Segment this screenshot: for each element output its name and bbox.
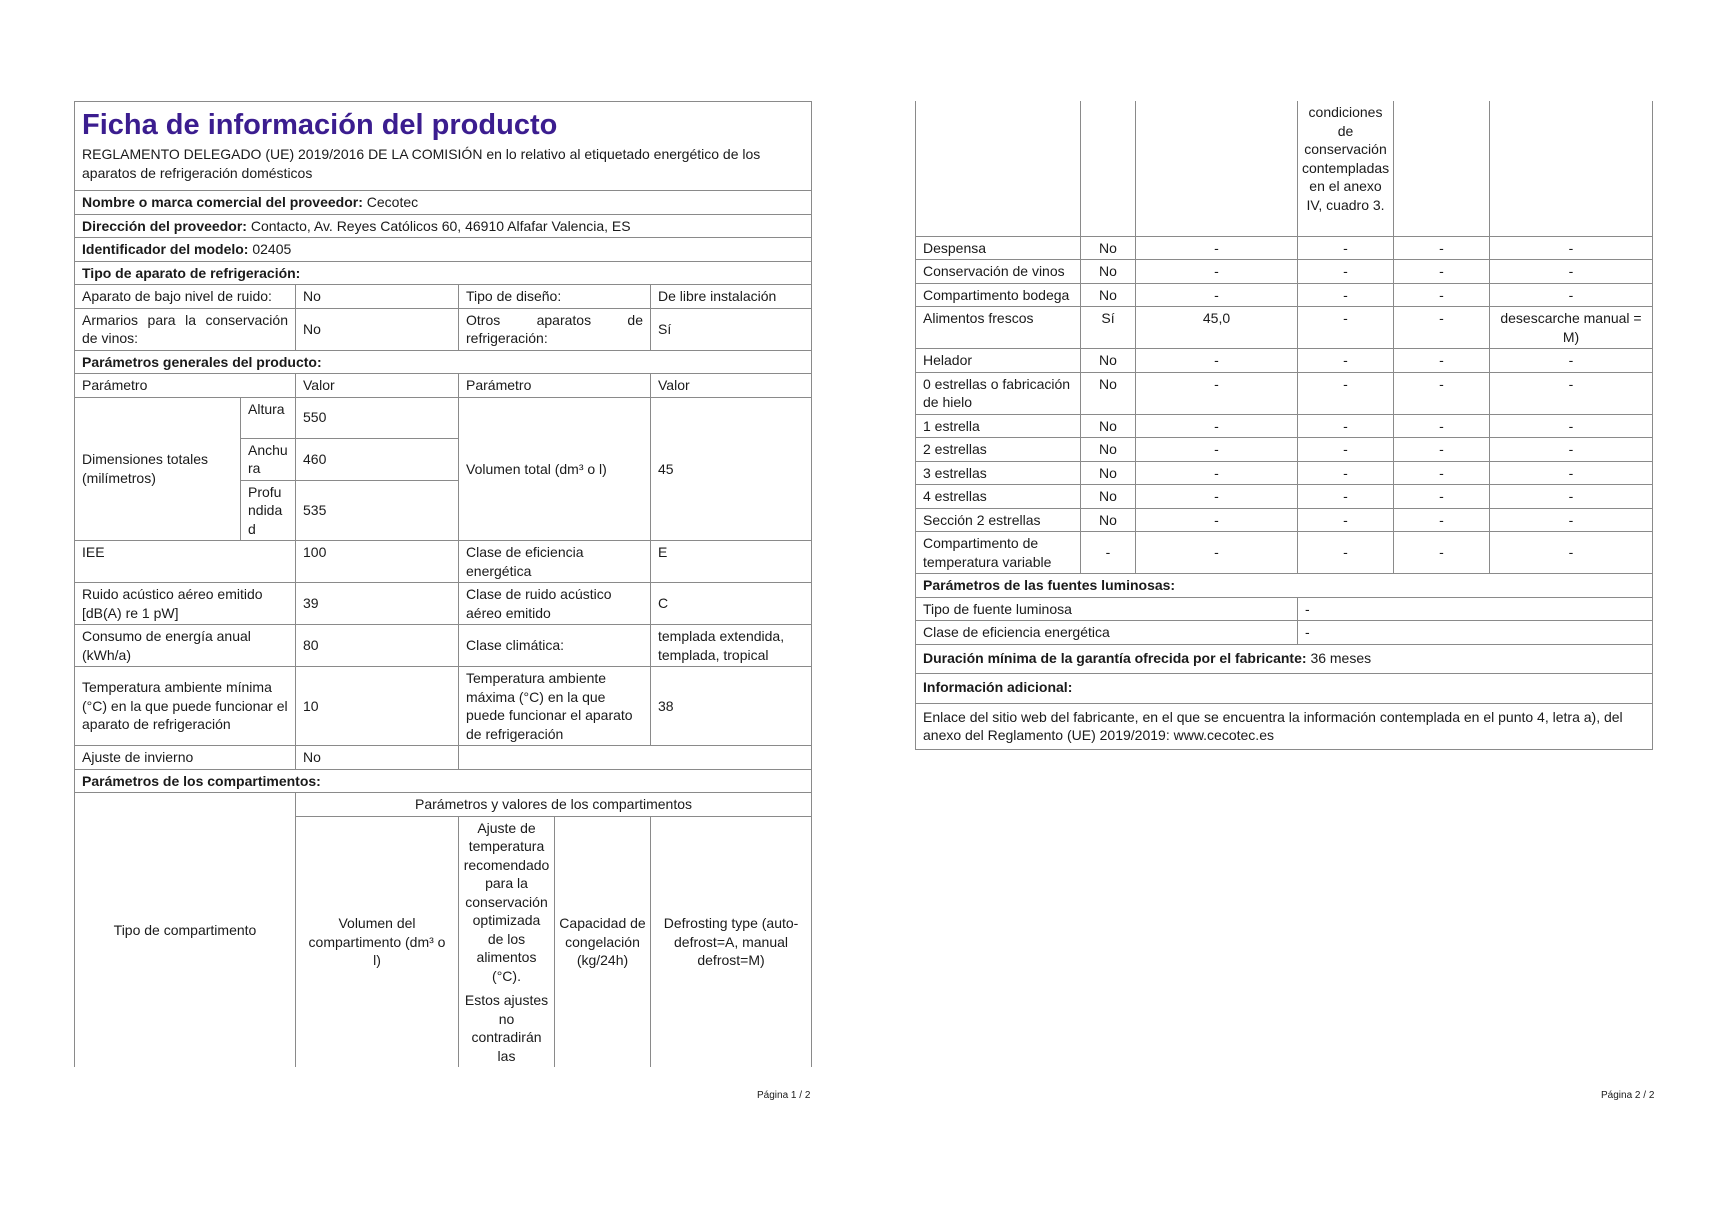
- website-row: [916, 703, 1653, 749]
- header-cell: [75, 102, 812, 191]
- compartment-volume-header: Volumen del compartimento (dm³ o l): [296, 816, 459, 1067]
- compartment-row: [916, 283, 1653, 307]
- wine-storage-value: No: [296, 308, 459, 350]
- continued-defrost-cell: [1490, 101, 1653, 236]
- climate-class-label: Clase climática:: [459, 625, 651, 667]
- freezing-capacity-header: Capacidad de congelación (kg/24h): [555, 816, 651, 1067]
- compartment-capacity: -: [1394, 283, 1490, 307]
- light-params-heading: Parámetros de las fuentes luminosas:: [916, 574, 1653, 598]
- compartment-volume: -: [1136, 236, 1298, 260]
- continued-volume-cell: [1136, 101, 1298, 236]
- compartment-name: Helador: [916, 349, 1081, 373]
- compartment-temp: -: [1298, 349, 1394, 373]
- model-value: 02405: [252, 241, 292, 257]
- other-appliances-label: Otros aparatos de refrigeración:: [459, 308, 651, 350]
- winter-value: No: [296, 746, 459, 770]
- compartment-row: [916, 414, 1653, 438]
- compartment-present: No: [1081, 438, 1136, 462]
- max-temp-value: 38: [651, 667, 812, 746]
- compartment-volume: -: [1136, 438, 1298, 462]
- compartment-capacity: -: [1394, 349, 1490, 373]
- compartment-capacity: -: [1394, 236, 1490, 260]
- model-row: [75, 238, 812, 262]
- compartment-defrost: -: [1490, 438, 1653, 462]
- page-1: [74, 101, 811, 1067]
- min-temp-label: Temperatura ambiente mínima (°C) en la que puede funcionar el aparato de refrigeración: [75, 667, 296, 746]
- warranty-value: 36 meses: [1310, 649, 1372, 666]
- compartment-row: [916, 485, 1653, 509]
- compartment-temp: -: [1298, 461, 1394, 485]
- compartment-row: [916, 260, 1653, 284]
- compartment-temp: -: [1298, 236, 1394, 260]
- compartment-capacity: -: [1394, 532, 1490, 574]
- energy-class-value: E: [651, 541, 812, 583]
- winter-label: Ajuste de invierno: [75, 746, 296, 770]
- wine-storage-label: Armarios para la conservación de vinos:: [75, 308, 296, 350]
- low-noise-value: No: [296, 285, 459, 309]
- general-params-heading: Parámetros generales del producto:: [75, 350, 812, 374]
- compartment-name: 4 estrellas: [916, 485, 1081, 509]
- continued-note: condiciones de conservación contempladas en el anexo IV, cuadro 3.: [1298, 101, 1394, 236]
- noise-class-label: Clase de ruido acústico aéreo emitido: [459, 583, 651, 625]
- compartment-capacity: -: [1394, 414, 1490, 438]
- compartment-temp: -: [1298, 283, 1394, 307]
- compartment-name: 1 estrella: [916, 414, 1081, 438]
- total-volume-label: Volumen total (dm³ o l): [459, 397, 651, 541]
- low-noise-label: Aparato de bajo nivel de ruido:: [75, 285, 296, 309]
- design-type-label: Tipo de diseño:: [459, 285, 651, 309]
- compartment-present: No: [1081, 414, 1136, 438]
- compartment-row: [916, 438, 1653, 462]
- dimensions-label: Dimensiones totales (milímetros): [75, 397, 241, 541]
- supplier-address-value: Contacto, Av. Reyes Católicos 60, 46910 Alfafar Valencia, ES: [250, 217, 631, 234]
- compartment-present: No: [1081, 349, 1136, 373]
- model-label: Identificador del modelo:: [82, 241, 249, 257]
- noise-value: 39: [296, 583, 459, 625]
- website-text: Enlace del sitio web del fabricante, en el que se encuentra la información contemplada en el punto 4, letra a), del anexo del Reglamento (UE) 2019/2019:: [923, 708, 1623, 743]
- compartment-volume: -: [1136, 283, 1298, 307]
- compartment-present: No: [1081, 283, 1136, 307]
- eei-value: 100: [296, 541, 459, 583]
- website-link[interactable]: www.cecotec.es: [1173, 727, 1274, 743]
- compartment-temp: -: [1298, 438, 1394, 462]
- compartment-name: Despensa: [916, 236, 1081, 260]
- noise-label: Ruido acústico aéreo emitido [dB(A) re 1 pW]: [75, 583, 296, 625]
- page-footer-1: Página 1 / 2: [757, 1090, 811, 1101]
- compartment-volume: 45,0: [1136, 307, 1298, 349]
- compartment-rows: [916, 236, 1653, 574]
- col-param-header: Parámetro: [75, 374, 296, 398]
- compartment-defrost: -: [1490, 372, 1653, 414]
- energy-class-label: Clase de eficiencia energética: [459, 541, 651, 583]
- light-type-value: -: [1298, 597, 1653, 621]
- compartment-present: No: [1081, 236, 1136, 260]
- compartment-row: [916, 307, 1653, 349]
- compartment-capacity: -: [1394, 307, 1490, 349]
- compartment-capacity: -: [1394, 372, 1490, 414]
- col-param-header-2: Parámetro: [459, 374, 651, 398]
- appliance-type-heading: Tipo de aparato de refrigeración:: [75, 261, 812, 285]
- compartment-row: [916, 532, 1653, 574]
- other-appliances-value: Sí: [651, 308, 812, 350]
- compartment-temp: -: [1298, 414, 1394, 438]
- compartment-values-header: Parámetros y valores de los compartimentos: [296, 793, 812, 817]
- compartment-present: No: [1081, 485, 1136, 509]
- compartment-temp: -: [1298, 532, 1394, 574]
- compartment-temp: -: [1298, 260, 1394, 284]
- compartment-present: Sí: [1081, 307, 1136, 349]
- supplier-address-label: Dirección del proveedor:: [82, 217, 247, 234]
- design-type-value: De libre instalación: [651, 285, 812, 309]
- compartment-row: [916, 372, 1653, 414]
- supplier-address-row: [75, 214, 812, 238]
- compartment-defrost: -: [1490, 349, 1653, 373]
- width-label: Anchura: [241, 438, 296, 480]
- compartment-row: [916, 508, 1653, 532]
- compartment-row: [916, 236, 1653, 260]
- product-info-table-page-2: [915, 101, 1653, 750]
- compartment-temp: -: [1298, 485, 1394, 509]
- compartment-name: Compartimento bodega: [916, 283, 1081, 307]
- regulation-text: REGLAMENTO DELEGADO (UE) 2019/2016 DE LA COMISIÓN en lo relativo al etiquetado energético de los aparatos de refrigeración domésticos: [82, 146, 761, 181]
- compartment-params-heading: Parámetros de los compartimentos:: [75, 769, 812, 793]
- compartment-temp: -: [1298, 372, 1394, 414]
- temp-setting-note: Estos ajustes no contradirán las: [464, 992, 549, 1064]
- compartment-row: [916, 461, 1653, 485]
- annual-energy-value: 80: [296, 625, 459, 667]
- compartment-volume: -: [1136, 414, 1298, 438]
- compartment-defrost: -: [1490, 414, 1653, 438]
- compartment-present: -: [1081, 532, 1136, 574]
- compartment-name: Sección 2 estrellas: [916, 508, 1081, 532]
- compartment-row: [916, 349, 1653, 373]
- defrosting-header: Defrosting type (auto-defrost=A, manual defrost=M): [651, 816, 812, 1067]
- compartment-name: Compartimento de temperatura variable: [916, 532, 1081, 574]
- compartment-defrost: -: [1490, 532, 1653, 574]
- compartment-defrost: -: [1490, 260, 1653, 284]
- temp-setting-header-cell: [459, 816, 555, 1067]
- compartment-volume: -: [1136, 532, 1298, 574]
- compartment-defrost: -: [1490, 236, 1653, 260]
- compartment-volume: -: [1136, 508, 1298, 532]
- depth-value: 535: [296, 480, 459, 541]
- light-class-value: -: [1298, 621, 1653, 645]
- annual-energy-label: Consumo de energía anual (kWh/a): [75, 625, 296, 667]
- height-label: Altura: [241, 397, 296, 438]
- compartment-volume: -: [1136, 349, 1298, 373]
- total-volume-value: 45: [651, 397, 812, 541]
- noise-class-value: C: [651, 583, 812, 625]
- compartment-present: No: [1081, 508, 1136, 532]
- compartment-name: 2 estrellas: [916, 438, 1081, 462]
- compartment-present: No: [1081, 260, 1136, 284]
- compartment-capacity: -: [1394, 485, 1490, 509]
- warranty-label: Duración mínima de la garantía ofrecida por el fabricante:: [923, 649, 1307, 666]
- light-class-label: Clase de eficiencia energética: [916, 621, 1298, 645]
- winter-empty-cell: [459, 746, 812, 770]
- col-value-header-2: Valor: [651, 374, 812, 398]
- height-value: 550: [296, 397, 459, 438]
- compartment-capacity: -: [1394, 438, 1490, 462]
- compartment-volume: -: [1136, 372, 1298, 414]
- compartment-name: Alimentos frescos: [916, 307, 1081, 349]
- col-value-header: Valor: [296, 374, 459, 398]
- supplier-name-value: Cecotec: [366, 194, 419, 210]
- compartment-temp: -: [1298, 307, 1394, 349]
- supplier-name-label: Nombre o marca comercial del proveedor:: [82, 194, 363, 210]
- compartment-temp: -: [1298, 508, 1394, 532]
- page-title: Ficha de información del producto: [82, 109, 558, 141]
- product-info-table-page-1: [74, 101, 812, 1067]
- compartment-name: 0 estrellas o fabricación de hielo: [916, 372, 1081, 414]
- compartment-type-header: Tipo de compartimento: [75, 793, 296, 1068]
- compartment-defrost: -: [1490, 508, 1653, 532]
- continued-capacity-cell: [1394, 101, 1490, 236]
- page-footer-2: Página 2 / 2: [1601, 1090, 1655, 1101]
- depth-label: Profundidad: [241, 480, 296, 541]
- compartment-volume: -: [1136, 461, 1298, 485]
- compartment-volume: -: [1136, 260, 1298, 284]
- compartment-capacity: -: [1394, 461, 1490, 485]
- compartment-present: No: [1081, 372, 1136, 414]
- continued-present-cell: [1081, 101, 1136, 236]
- additional-info-heading: Información adicional:: [916, 674, 1653, 704]
- eei-label: IEE: [75, 541, 296, 583]
- compartment-volume: -: [1136, 485, 1298, 509]
- min-temp-value: 10: [296, 667, 459, 746]
- compartment-defrost: -: [1490, 461, 1653, 485]
- compartment-capacity: -: [1394, 260, 1490, 284]
- continued-type-cell: [916, 101, 1081, 236]
- supplier-name-row: [75, 191, 812, 215]
- compartment-name: Conservación de vinos: [916, 260, 1081, 284]
- compartment-name: 3 estrellas: [916, 461, 1081, 485]
- compartment-present: No: [1081, 461, 1136, 485]
- light-type-label: Tipo de fuente luminosa: [916, 597, 1298, 621]
- warranty-row: [916, 644, 1653, 674]
- temp-setting-header: Ajuste de temperatura recomendado para la conservación optimizada de los alimentos (°C).: [463, 819, 550, 984]
- width-value: 460: [296, 438, 459, 480]
- max-temp-label: Temperatura ambiente máxima (°C) en la que puede funcionar el aparato de refrigeración: [459, 667, 651, 746]
- page-2: [915, 101, 1652, 750]
- climate-class-value: templada extendida, templada, tropical: [651, 625, 812, 667]
- compartment-defrost: -: [1490, 283, 1653, 307]
- compartment-defrost: desescarche manual = M): [1490, 307, 1653, 349]
- compartment-defrost: -: [1490, 485, 1653, 509]
- compartment-capacity: -: [1394, 508, 1490, 532]
